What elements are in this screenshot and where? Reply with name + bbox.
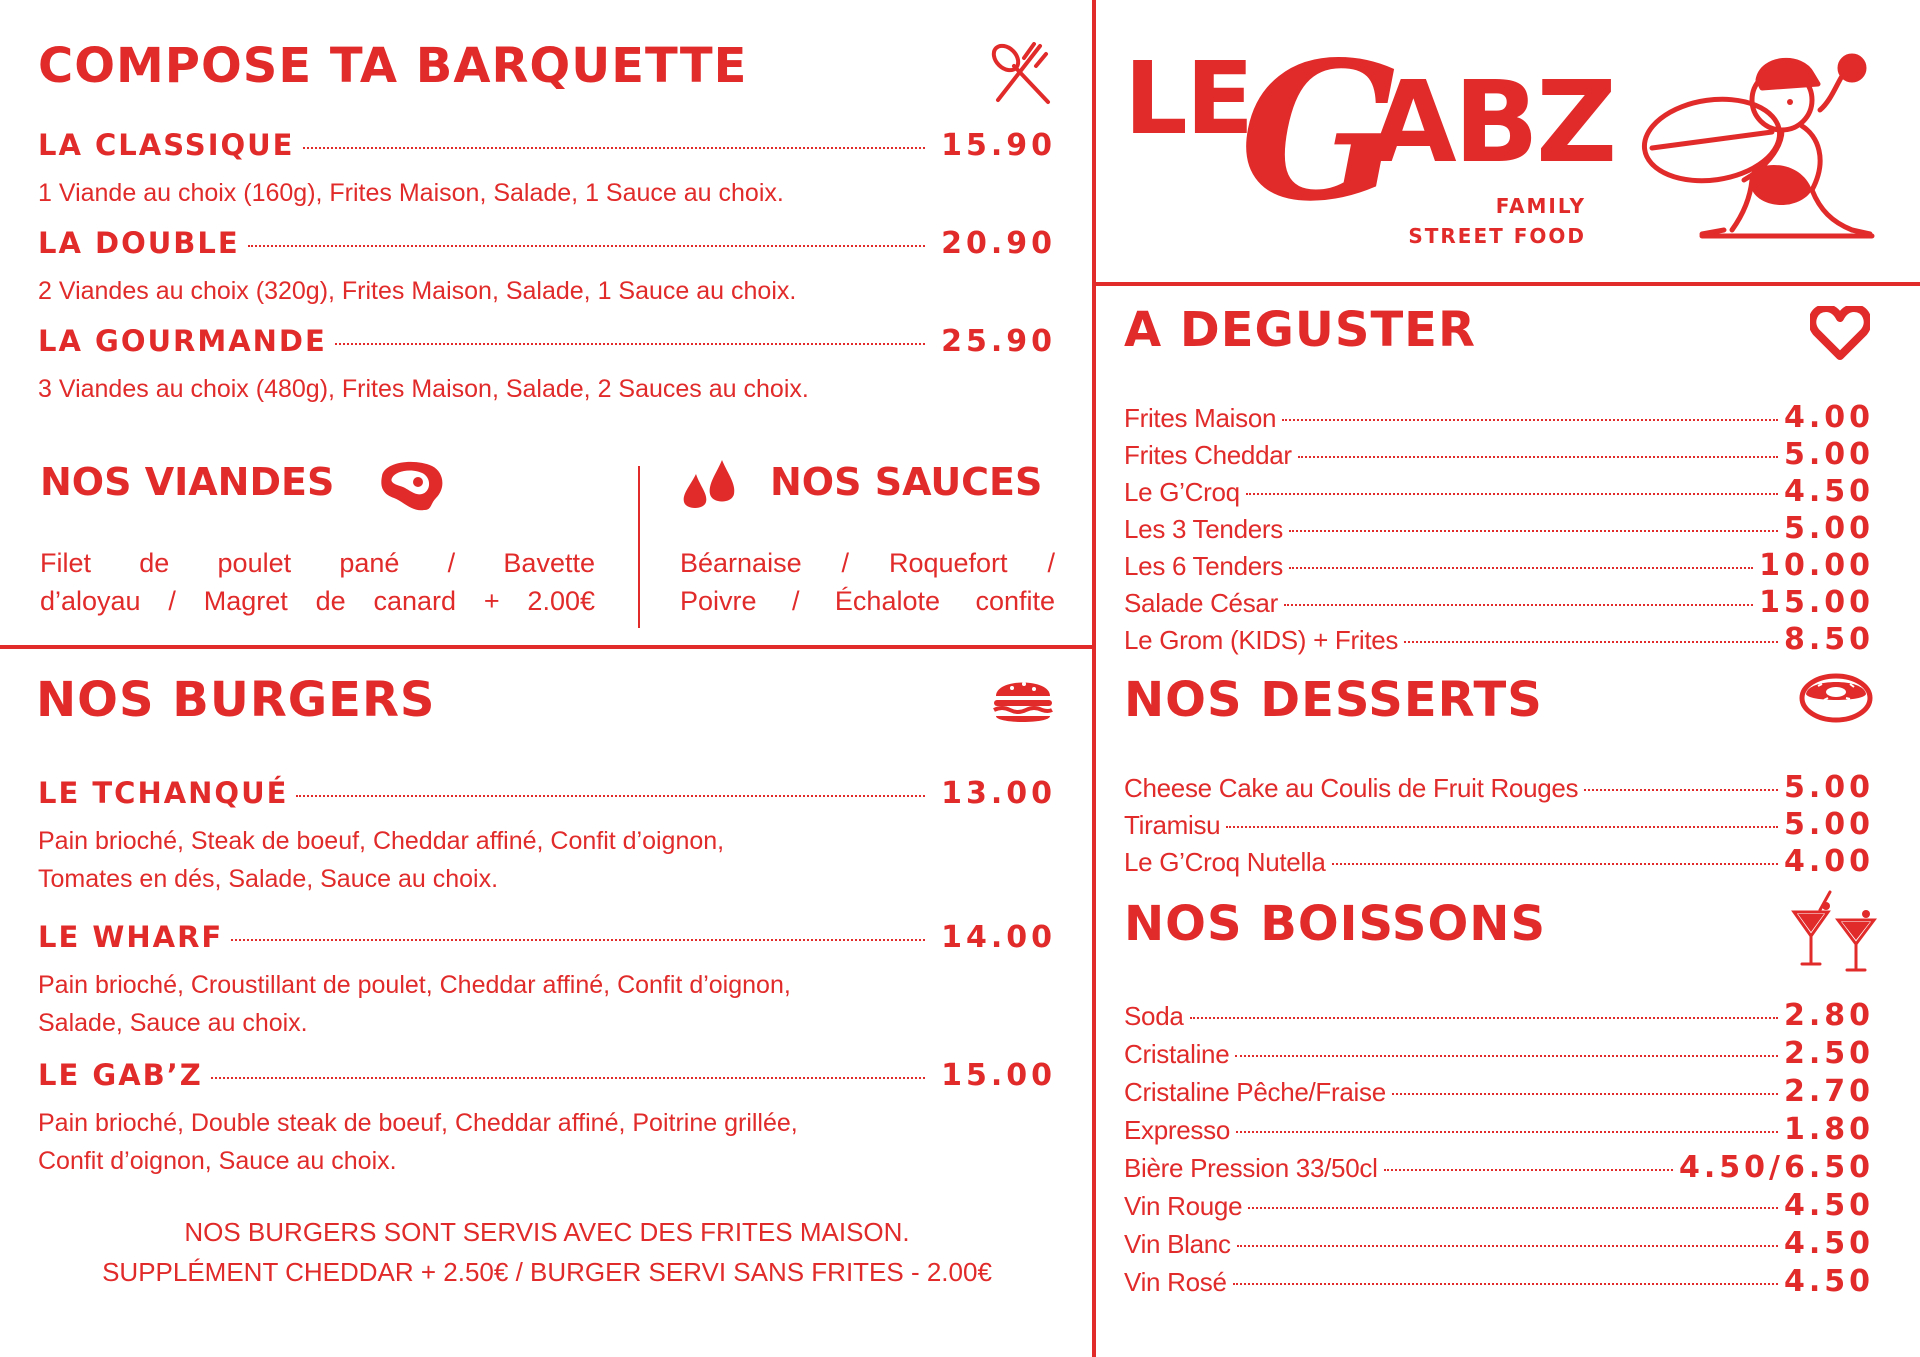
logo-abz: ABZ [1370,58,1615,188]
desserts-title: NOS DESSERTS [1124,672,1543,728]
item-name: Vin Blanc [1124,1229,1231,1259]
burger-icon [992,672,1054,728]
item-price: 2.50 [1783,1036,1874,1071]
item-name: Vin Rosé [1124,1267,1227,1297]
item-price: 2.80 [1783,998,1874,1033]
item-price: 15.90 [941,128,1056,163]
item-price: 4.00 [1783,400,1874,435]
item-name: Le Grom (KIDS) + Frites [1124,625,1399,655]
heart-icon [1810,306,1870,360]
dot-leader [211,1077,925,1079]
logo-family: FAMILY [1495,194,1586,218]
fork-knife-icon [990,42,1054,108]
dessert-item [1124,844,1874,879]
item-price: 20.90 [941,226,1056,261]
item-price: 4.00 [1783,844,1874,879]
item-name: LA GOURMANDE [38,324,327,358]
logo-le: LE [1124,40,1253,157]
item-name: Expresso [1124,1115,1230,1145]
dot-leader [1384,1169,1673,1171]
dot-leader [1236,1131,1778,1133]
item-name: Les 3 Tenders [1124,514,1283,544]
boisson-item [1124,1074,1874,1109]
viandes-line: d’aloyau / Magret de canard + 2.00€ [40,586,595,616]
dot-leader [296,795,925,797]
item-price: 4.50 [1783,1264,1874,1299]
sauces-line: Béarnaise / Roquefort / [680,548,1055,578]
item-price: 5.00 [1783,770,1874,805]
barquette-item [38,226,1056,261]
deguster-title: A DEGUSTER [1124,302,1476,358]
item-name: Cristaline Pêche/Fraise [1124,1077,1386,1107]
item-price: 15.00 [941,1058,1056,1093]
dot-leader [1392,1093,1778,1095]
logo-street-food: STREET FOOD [1408,224,1586,248]
dot-leader [1289,530,1778,532]
barquette-item [38,324,1056,359]
dot-leader [1190,1017,1778,1019]
item-description: Pain brioché, Steak de boeuf, Cheddar affiné, Confit d’oignon, [38,827,725,855]
boisson-item [1124,1112,1874,1147]
deguster-item [1124,474,1874,509]
item-price: 5.00 [1783,511,1874,546]
item-description: Pain brioché, Croustillant de poulet, Cheddar affiné, Confit d’oignon, [38,971,791,999]
dot-leader [1235,1055,1778,1057]
item-name: LA CLASSIQUE [38,128,295,162]
dot-leader [1233,1283,1778,1285]
item-name: Salade César [1124,588,1278,618]
item-price: 14.00 [941,920,1056,955]
item-price: 4.50/6.50 [1679,1150,1874,1185]
dot-leader [231,939,925,941]
sauces-line: Poivre / Échalote confite [680,586,1055,616]
item-price: 10.00 [1759,548,1874,583]
boisson-item [1124,1226,1874,1261]
deguster-item [1124,548,1874,583]
sauces-title: NOS SAUCES [770,460,1043,504]
item-price: 5.00 [1783,807,1874,842]
item-price: 13.00 [941,776,1056,811]
boisson-item [1124,1264,1874,1299]
item-name: LE GAB’Z [38,1058,203,1092]
boisson-item [1124,1188,1874,1223]
barquette-title: COMPOSE TA BARQUETTE [38,38,748,94]
burgers-note: NOS BURGERS SONT SERVIS AVEC DES FRITES MAISON. [184,1217,910,1247]
item-name: LE WHARF [38,920,224,954]
deguster-item [1124,622,1874,657]
center-divider [1092,0,1096,1357]
item-price: 4.50 [1783,1188,1874,1223]
dot-leader [1284,604,1753,606]
dot-leader [1237,1245,1778,1247]
item-price: 15.00 [1759,585,1874,620]
item-name: Frites Maison [1124,403,1277,433]
burger-item [38,776,1056,811]
burger-item [38,1058,1056,1093]
item-name: Cristaline [1124,1039,1230,1069]
barquette-item [38,128,1056,163]
surfer-mascot [1632,40,1882,250]
boisson-item [1124,1036,1874,1071]
deguster-item [1124,585,1874,620]
item-description: Tomates en dés, Salade, Sauce au choix. [38,865,499,893]
donut-icon [1798,668,1874,724]
item-price: 5.00 [1783,437,1874,472]
dot-leader [1404,641,1778,643]
viandes-sauces-divider [638,466,640,628]
item-price: 4.50 [1783,1226,1874,1261]
item-description: Pain brioché, Double steak de boeuf, Cheddar affiné, Poitrine grillée, [38,1109,798,1137]
burger-item [38,920,1056,955]
logo-g: G [1240,20,1403,243]
item-description: 2 Viandes au choix (320g), Frites Maison, Salade, 1 Sauce au choix. [38,277,797,305]
dot-leader [1289,567,1753,569]
item-name: Le G’Croq [1124,477,1240,507]
item-name: Les 6 Tenders [1124,551,1283,581]
right-top-divider [1094,282,1920,286]
item-description: 1 Viande au choix (160g), Frites Maison, Salade, 1 Sauce au choix. [38,179,784,207]
dot-leader [303,147,926,149]
boissons-title: NOS BOISSONS [1124,896,1547,952]
dot-leader [1226,826,1778,828]
item-description: Salade, Sauce au choix. [38,1009,308,1037]
item-price: 2.70 [1783,1074,1874,1109]
item-name: Soda [1124,1001,1184,1031]
item-name: Bière Pression 33/50cl [1124,1153,1378,1183]
dessert-item [1124,807,1874,842]
left-middle-divider [0,645,1094,649]
drops-icon [678,456,742,512]
item-name: Frites Cheddar [1124,440,1292,470]
viandes-line: Filet de poulet pané / Bavette [40,548,595,578]
dot-leader [1248,1207,1778,1209]
dot-leader [1584,789,1778,791]
item-name: LE TCHANQUÉ [38,776,289,810]
dot-leader [248,245,925,247]
steak-icon [374,458,446,514]
dot-leader [335,343,925,345]
item-name: Vin Rouge [1124,1191,1243,1221]
item-name: LA DOUBLE [38,226,240,260]
dot-leader [1246,493,1778,495]
burgers-title: NOS BURGERS [36,672,436,728]
cocktail-icon [1790,890,1880,972]
item-price: 1.80 [1783,1112,1874,1147]
viandes-title: NOS VIANDES [40,460,335,504]
item-description: 3 Viandes au choix (480g), Frites Maison, Salade, 2 Sauces au choix. [38,375,809,403]
dot-leader [1332,863,1778,865]
dot-leader [1298,456,1778,458]
dot-leader [1282,419,1778,421]
item-description: Confit d’oignon, Sauce au choix. [38,1147,397,1175]
item-name: Tiramisu [1124,810,1221,840]
dessert-item [1124,770,1874,805]
item-name: Le G’Croq Nutella [1124,847,1326,877]
item-price: 4.50 [1783,474,1874,509]
boisson-item [1124,998,1874,1033]
item-name: Cheese Cake au Coulis de Fruit Rouges [1124,773,1579,803]
deguster-item [1124,400,1874,435]
deguster-item [1124,437,1874,472]
boisson-item [1124,1150,1874,1185]
deguster-item [1124,511,1874,546]
item-price: 8.50 [1783,622,1874,657]
item-price: 25.90 [941,324,1056,359]
burgers-note: SUPPLÉMENT CHEDDAR + 2.50€ / BURGER SERVI SANS FRITES - 2.00€ [102,1257,992,1287]
